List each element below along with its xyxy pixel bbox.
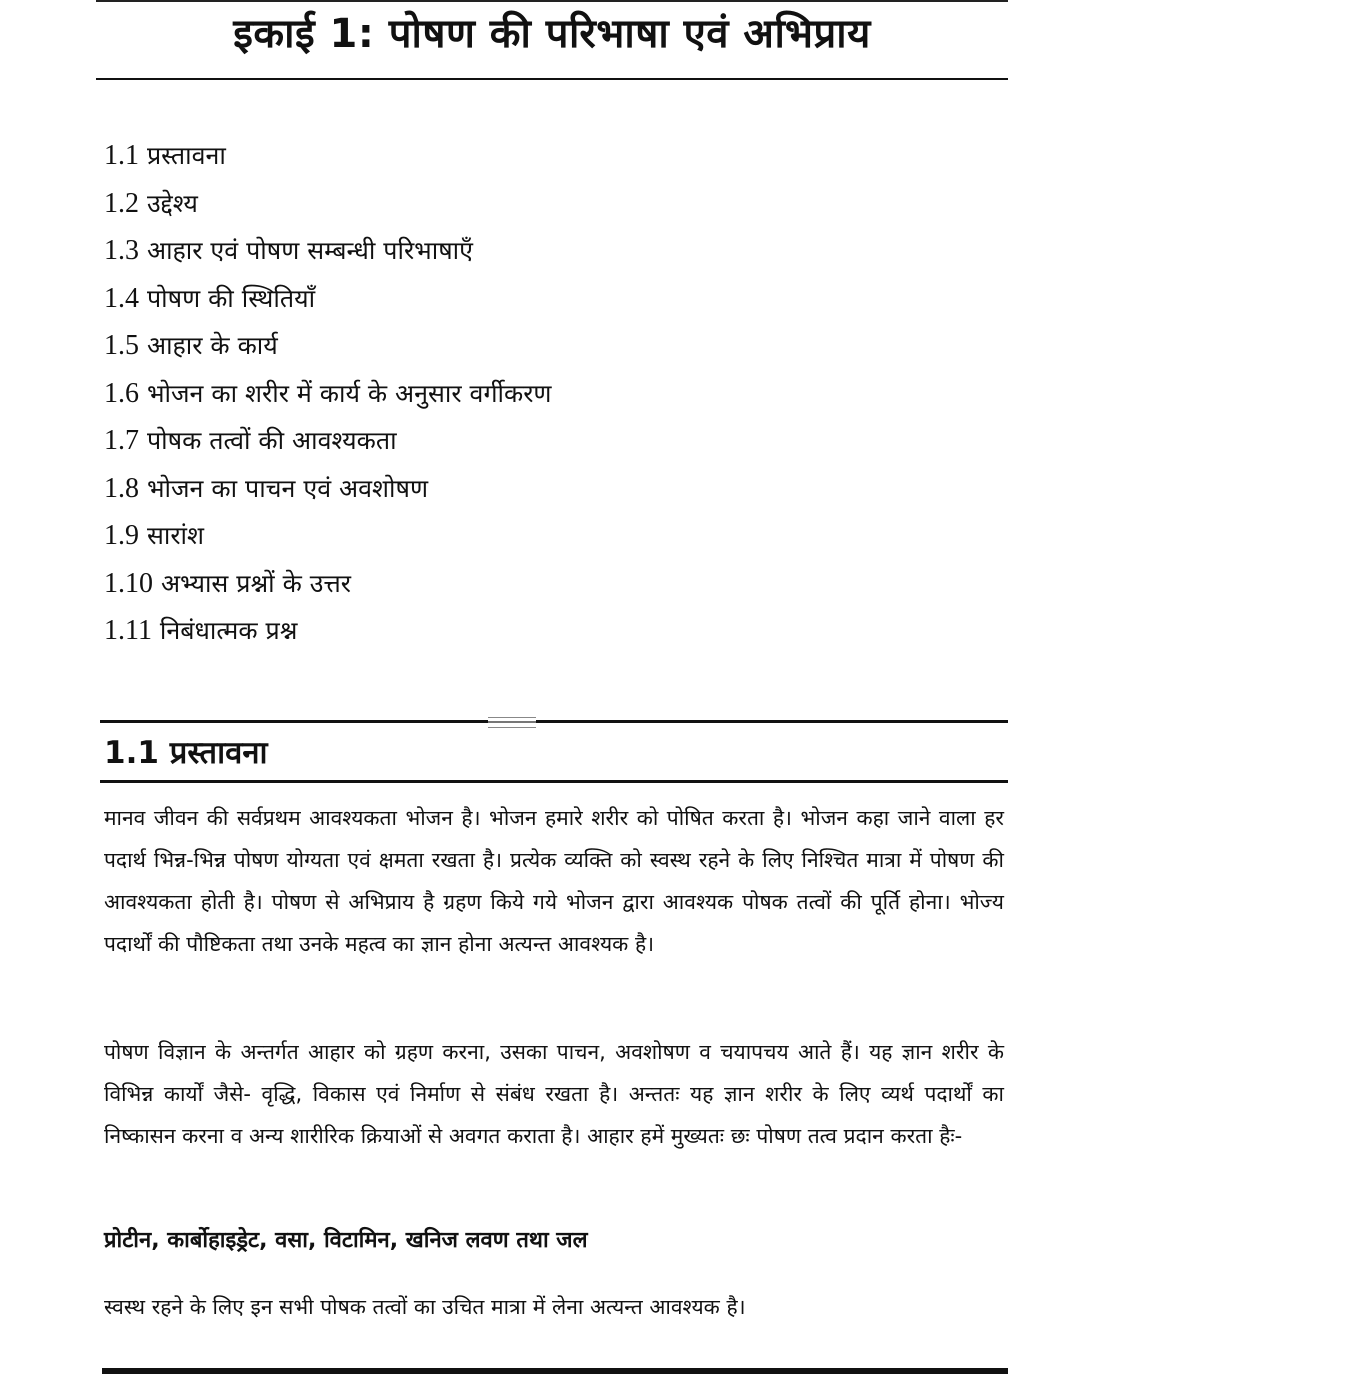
toc-item-label: निबंधात्मक प्रश्न xyxy=(159,616,298,645)
toc-item-number: 1.5 xyxy=(104,330,139,361)
section-heading: 1.1 प्रस्तावना xyxy=(104,735,268,771)
bottom-divider xyxy=(102,1368,1008,1374)
toc-item-number: 1.11 xyxy=(104,615,152,646)
chapter-title: इकाई 1: पोषण की परिभाषा एवं अभिप्राय xyxy=(233,11,871,57)
toc-item-number: 1.2 xyxy=(104,187,139,219)
paragraph: पोषण विज्ञान के अन्तर्गत आहार को ग्रहण करना, उसका पाचन, अवशोषण व चयापचय आते हैं। यह ज्ञान शरीर के विभिन्न कार्यों जैसे- वृद्धि, विकास एवं निर्माण से संबंध रखता है। अन्ततः यह ज्ञान शरीर के लिए व्यर्थ पदार्थों का निष्कासन करना व अन्य शारीरिक क्रियाओं से अवगत कराता है। आहार हमें मुख्यतः छः पोषण तत्व प्रदान करता हैः- xyxy=(104,1040,1004,1148)
toc-item-label: भोजन का पाचन एवं अवशोषण xyxy=(146,473,429,503)
toc-item-label: सारांश xyxy=(146,521,205,550)
toc-item-number: 1.1 xyxy=(104,140,139,171)
toc-item-label: प्रस्तावना xyxy=(146,141,226,170)
toc-item xyxy=(104,512,552,560)
toc-item-label: भोजन का शरीर में कार्य के अनुसार वर्गीकरण xyxy=(146,378,552,408)
section-divider-top xyxy=(100,720,1008,723)
toc-item xyxy=(104,132,552,180)
toc-item-number: 1.8 xyxy=(104,472,139,504)
toc-item-label: अभ्यास प्रश्नों के उत्तर xyxy=(160,568,351,598)
toc-item xyxy=(104,560,552,608)
toc-item xyxy=(104,275,552,323)
toc-item-number: 1.4 xyxy=(104,282,139,314)
title-divider xyxy=(96,78,1008,80)
section-divider-bottom xyxy=(100,780,1008,783)
toc-item-label: पोषक तत्वों की आवश्यकता xyxy=(146,426,397,455)
nutrients-list: प्रोटीन, कार्बोहाइड्रेट, वसा, विटामिन, खनिज लवण तथा जल xyxy=(104,1228,588,1253)
top-divider xyxy=(96,0,1008,2)
toc-item xyxy=(104,227,552,275)
toc-item xyxy=(104,607,552,655)
toc-item-label: पोषण की स्थितियाँ xyxy=(146,283,316,313)
toc-item-number: 1.6 xyxy=(104,377,139,409)
paragraph: मानव जीवन की सर्वप्रथम आवश्यकता भोजन है। भोजन हमारे शरीर को पोषित करता है। भोजन कहा जाने वाला हर पदार्थ भिन्न-भिन्न पोषण योग्यता एवं क्षमता रखता है। प्रत्येक व्यक्ति को स्वस्थ रहने के लिए निश्चित मात्रा में पोषण की आवश्यकता होती है। पोषण से अभिप्राय है ग्रहण किये गये भोजन द्वारा आवश्यक पोषक तत्वों की पूर्ति होना। भोज्य पदार्थों की पौष्टिकता तथा उनके महत्व का ज्ञान होना अत्यन्त आवश्यक है। xyxy=(104,806,1004,956)
table-of-contents xyxy=(104,132,552,655)
toc-item xyxy=(104,180,552,228)
toc-item-number: 1.9 xyxy=(104,520,139,551)
toc-item-label: उद्देश्य xyxy=(146,188,198,218)
toc-item xyxy=(104,370,552,418)
toc-item xyxy=(104,417,552,465)
toc-item-number: 1.3 xyxy=(104,235,139,266)
toc-item-label: आहार के कार्य xyxy=(146,331,278,360)
paragraph: स्वस्थ रहने के लिए इन सभी पोषक तत्वों का उचित मात्रा में लेना अत्यन्त आवश्यक है। xyxy=(104,1295,746,1319)
divider-ornament xyxy=(488,717,536,728)
toc-item-number: 1.10 xyxy=(104,567,153,599)
toc-item xyxy=(104,465,552,513)
toc-item-label: आहार एवं पोषण सम्बन्धी परिभाषाएँ xyxy=(146,236,473,265)
toc-item xyxy=(104,322,552,370)
toc-item-number: 1.7 xyxy=(104,425,139,456)
